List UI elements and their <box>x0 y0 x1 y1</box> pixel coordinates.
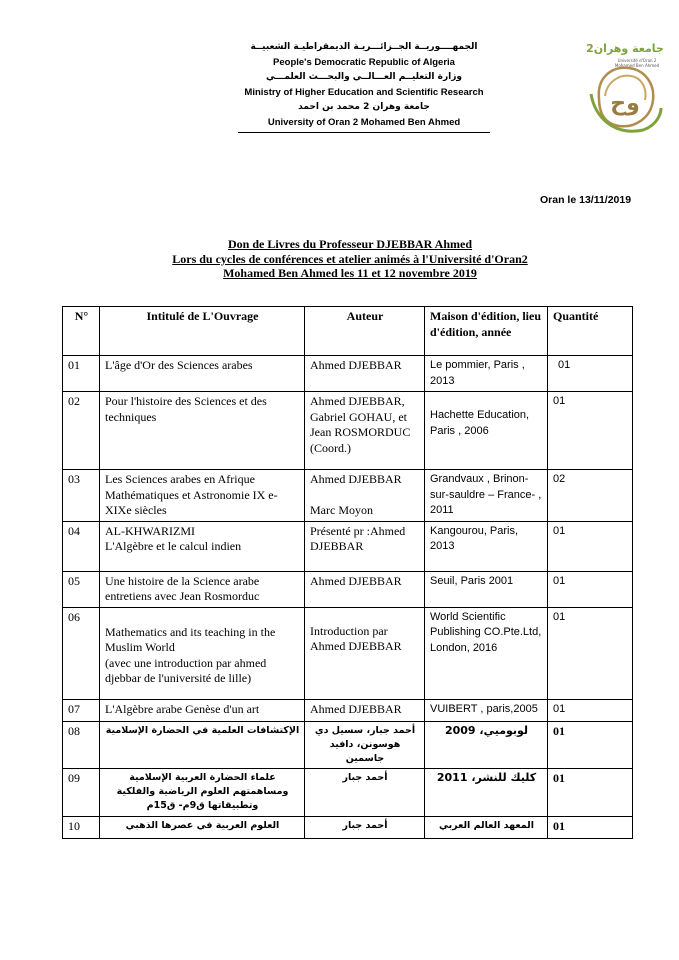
cell-number: 07 <box>63 699 100 721</box>
table-row <box>63 699 633 721</box>
cell-quantity: 01 <box>548 392 633 470</box>
cell-title: Les Sciences arabes en Afrique Mathématiques et Astronomie IX e-XIXe siècles <box>100 470 305 522</box>
cell-title: L'âge d'Or des Sciences arabes <box>100 356 305 392</box>
cell-author: أحمد جبار <box>305 816 425 838</box>
cell-number: 10 <box>63 816 100 838</box>
cell-author: Présenté pr :Ahmed DJEBBAR <box>305 521 425 571</box>
header-line-university: University of Oran 2 Mohamed Ben Ahmed <box>267 117 461 128</box>
header-line-ar-ministry: وزارة التعليــم العـــالــي والبحـــث العلمـــي <box>265 72 462 82</box>
title-line-1: Don de Livres du Professeur DJEBBAR Ahmed <box>227 237 473 251</box>
table-row <box>63 571 633 607</box>
cell-number: 05 <box>63 571 100 607</box>
cell-quantity: 01 <box>548 356 633 392</box>
title-primary: Mathematics and its teaching in the Muslim World <box>105 624 276 654</box>
cell-author: Ahmed DJEBBAR <box>305 571 425 607</box>
author-primary: Ahmed DJEBBAR <box>310 472 402 486</box>
cell-author: Ahmed DJEBBAR <box>305 699 425 721</box>
cell-edition: VUIBERT , paris,2005 <box>425 699 548 721</box>
cell-edition: Le pommier, Paris , 2013 <box>425 356 548 392</box>
cell-number: 04 <box>63 521 100 571</box>
letterhead <box>230 40 498 133</box>
cell-title <box>100 607 305 699</box>
cell-quantity: 02 <box>548 470 633 522</box>
table-row <box>63 721 633 768</box>
cell-title: Une histoire de la Science arabe entretiens avec Jean Rosmorduc <box>100 571 305 607</box>
table-row <box>63 470 633 522</box>
cell-edition: Hachette Education, Paris , 2006 <box>425 392 548 470</box>
cell-author: Ahmed DJEBBAR, Gabriel GOHAU, et Jean ROSMORDUC (Coord.) <box>305 392 425 470</box>
svg-text:Mohamed Ben Ahmed: Mohamed Ben Ahmed <box>614 63 660 68</box>
cell-number: 06 <box>63 607 100 699</box>
cell-edition: Kangourou, Paris, 2013 <box>425 521 548 571</box>
header-divider <box>238 132 490 133</box>
cell-edition: المعهد العالم العربي <box>425 816 548 838</box>
cell-title: العلوم العربية في عصرها الذهبي <box>100 816 305 838</box>
cell-number: 03 <box>63 470 100 522</box>
svg-text:Université d'Oran 2: Université d'Oran 2 <box>617 58 657 63</box>
cell-edition: كليك للنشر، 2011 <box>425 768 548 816</box>
col-header-edition: Maison d'édition, lieu d'édition, année <box>425 307 548 356</box>
header-line-ministry: Ministry of Higher Education and Scientific Research <box>244 87 484 98</box>
document-date: Oran le 13/11/2019 <box>540 194 632 206</box>
cell-quantity: 01 <box>548 521 633 571</box>
header-line-republic: People's Democratic Republic of Algeria <box>273 57 455 68</box>
author-secondary: Marc Moyon <box>310 502 373 517</box>
cell-title: الإكتشافات العلمية في الحضارة الإسلامية <box>100 721 305 768</box>
cell-author: أحمد جبار <box>305 768 425 816</box>
cell-author: Ahmed DJEBBAR <box>305 356 425 392</box>
cell-author: Introduction par Ahmed DJEBBAR <box>305 607 425 699</box>
cell-quantity: 01 <box>548 571 633 607</box>
cell-title: علماء الحضارة العربية الإسلامية ومساهمتهم العلوم الرياضية والفلكية وتطبيقاتها ق9م- ق15م <box>100 768 305 816</box>
cell-title <box>100 521 305 571</box>
title-primary: AL-KHWARIZMI <box>105 523 195 538</box>
svg-text:جامعة وهران2: جامعة وهران2 <box>586 42 664 55</box>
cell-number: 02 <box>63 392 100 470</box>
cell-author: أحمد جبار، سسيل دي هوسونن، دافيد جاسمين <box>305 721 425 768</box>
cell-quantity: 01 <box>548 699 633 721</box>
table-row <box>63 521 633 571</box>
cell-number: 08 <box>63 721 100 768</box>
table-row <box>63 607 633 699</box>
cell-title: L'Algèbre arabe Genèse d'un art <box>100 699 305 721</box>
title-line-3: Mohamed Ben Ahmed les 11 et 12 novembre 2019 <box>223 266 477 280</box>
cell-quantity: 01 <box>548 721 633 768</box>
university-logo-icon <box>585 38 665 138</box>
title-line-2: Lors du cycles de conférences et atelier animés à l'Université d'Oran2 <box>172 251 528 266</box>
col-header-number: N° <box>63 307 100 356</box>
table-header-row <box>63 307 633 356</box>
cell-quantity: 01 <box>548 816 633 838</box>
table-row <box>63 816 633 838</box>
col-header-author: Auteur <box>305 307 425 356</box>
svg-text:وح: وح <box>610 91 640 116</box>
cell-edition: Seuil, Paris 2001 <box>425 571 548 607</box>
cell-quantity: 01 <box>548 607 633 699</box>
cell-quantity: 01 <box>548 768 633 816</box>
header-line-ar-university: جامعة وهران 2 محمد بن احمد <box>298 102 430 112</box>
cell-author <box>305 470 425 522</box>
title-secondary: L'Algèbre et le calcul indien <box>105 539 242 553</box>
document-title <box>100 237 600 281</box>
col-header-title: Intitulé de L'Ouvrage <box>100 307 305 356</box>
table-row <box>63 356 633 392</box>
table-row <box>63 392 633 470</box>
header-line-ar-republic: الجمهــــوريــة الجــزائـــريـة الديمقراطيـة الشعبيــة <box>250 42 478 52</box>
title-secondary: (avec une introduction par ahmed djebbar de l'université de lille) <box>105 655 267 685</box>
cell-title: Pour l'histoire des Sciences et des techniques <box>100 392 305 470</box>
university-logo <box>585 38 665 138</box>
col-header-quantity: Quantité <box>548 307 633 356</box>
cell-number: 09 <box>63 768 100 816</box>
cell-edition: لوبوميي، 2009 <box>425 721 548 768</box>
cell-edition: World Scientific Publishing CO.Pte.Ltd, London, 2016 <box>425 607 548 699</box>
cell-number: 01 <box>63 356 100 392</box>
table-row <box>63 768 633 816</box>
cell-edition: Grandvaux , Brinon-sur-sauldre – France- , 2011 <box>425 470 548 522</box>
donation-table <box>62 306 633 839</box>
